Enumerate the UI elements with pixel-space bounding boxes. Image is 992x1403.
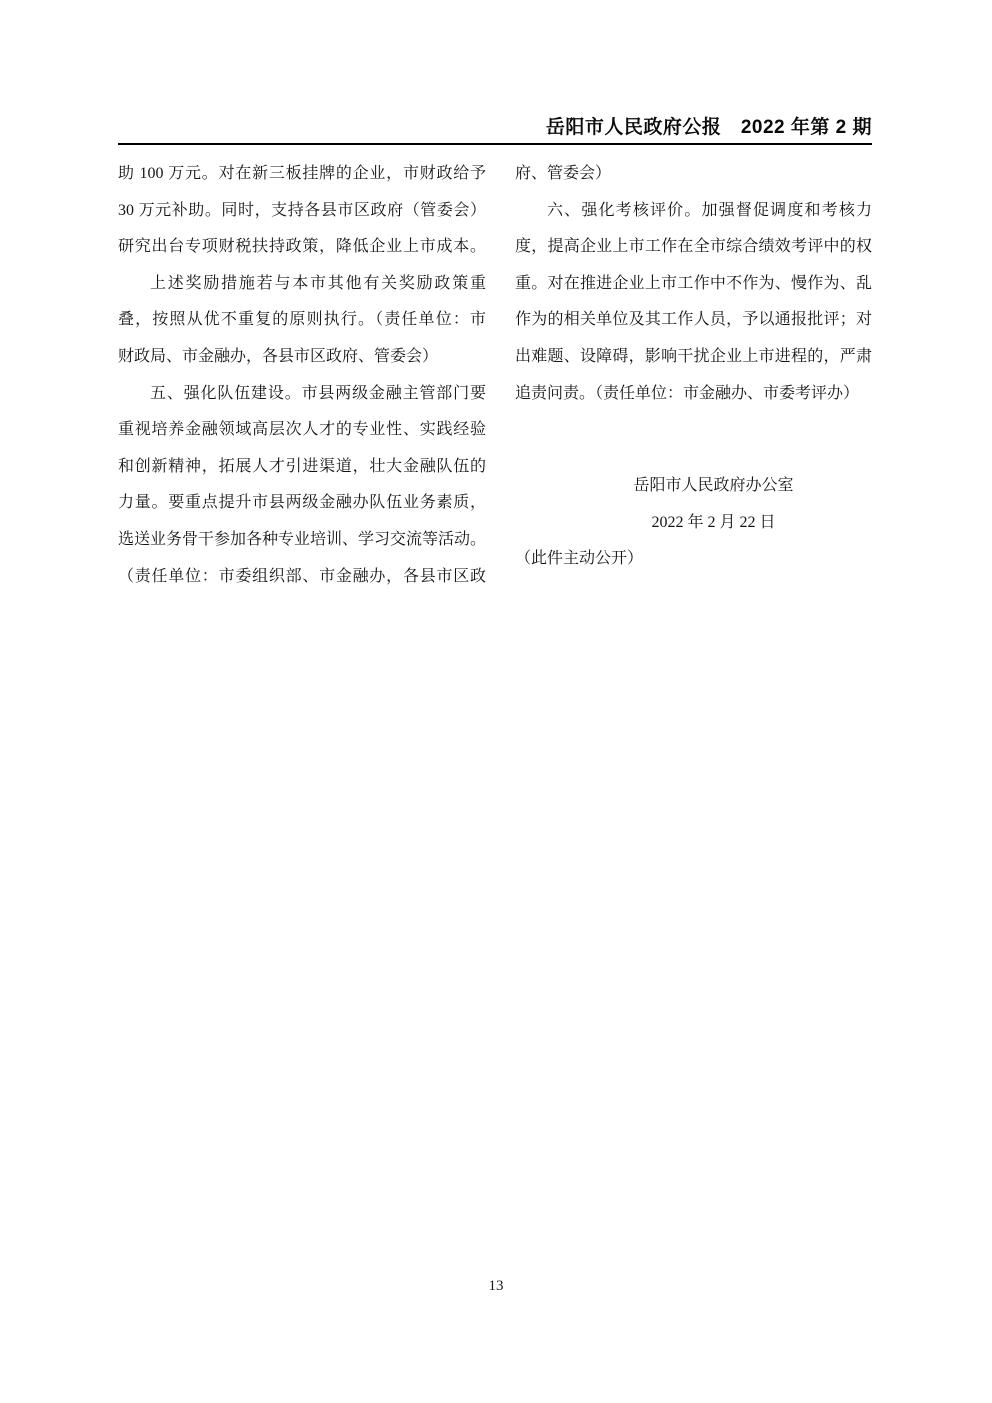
- text-line: 重。对在推进企业上市工作中不作为、慢作为、乱: [515, 274, 872, 292]
- signature-date: 2022 年 2 月 22 日: [651, 513, 776, 531]
- signature-block: [515, 468, 872, 578]
- right-column: [515, 156, 872, 578]
- text-line: 出难题、设障碍，影响干扰企业上市进程的，严肃: [515, 347, 872, 365]
- text-line: 叠，按照从优不重复的原则执行。（责任单位：市: [118, 311, 486, 329]
- text-line: 作为的相关单位及其工作人员，予以通报批评；对: [515, 311, 872, 329]
- left-column: [118, 156, 486, 595]
- text-line: 助 100 万元。对在新三板挂牌的企业，市财政给予: [118, 165, 486, 182]
- text-line: 五、强化队伍建设。市县两级金融主管部门要: [150, 384, 486, 402]
- text-line: 度，提高企业上市工作在全市综合绩效考评中的权: [515, 238, 872, 256]
- page-header-title: 岳阳市人民政府公报 2022 年第 2 期: [545, 117, 872, 138]
- text-line: 重视培养金融领域高层次人才的专业性、实践经验: [118, 421, 486, 439]
- text-line: 财政局、市金融办，各县市区政府、管委会）: [118, 347, 439, 365]
- text-line: 选送业务骨干参加各种专业培训、学习交流等活动。: [118, 530, 487, 548]
- text-line: 上述奖励措施若与本市其他有关奖励政策重: [150, 274, 486, 292]
- header-rule: [118, 143, 872, 145]
- page-number: 13: [488, 1278, 504, 1294]
- signature-note: （此件主动公开）: [515, 550, 644, 568]
- text-line: 研究出台专项财税扶持政策，降低企业上市成本。: [118, 238, 486, 256]
- signature-office: 岳阳市人民政府办公室: [633, 477, 794, 495]
- text-line: 府、管委会）: [515, 165, 612, 182]
- text-line: 30 万元补助。同时，支持各县市区政府（管委会）: [118, 201, 486, 219]
- text-line: 六、强化考核评价。加强督促调度和考核力: [547, 201, 872, 219]
- text-line: 和创新精神，拓展人才引进渠道，壮大金融队伍的: [118, 457, 486, 475]
- text-line: （责任单位：市委组织部、市金融办，各县市区政: [118, 567, 486, 585]
- text-line: 力量。要重点提升市县两级金融办队伍业务素质，: [118, 494, 486, 512]
- text-line: 追责问责。（责任单位：市金融办、市委考评办）: [515, 384, 860, 402]
